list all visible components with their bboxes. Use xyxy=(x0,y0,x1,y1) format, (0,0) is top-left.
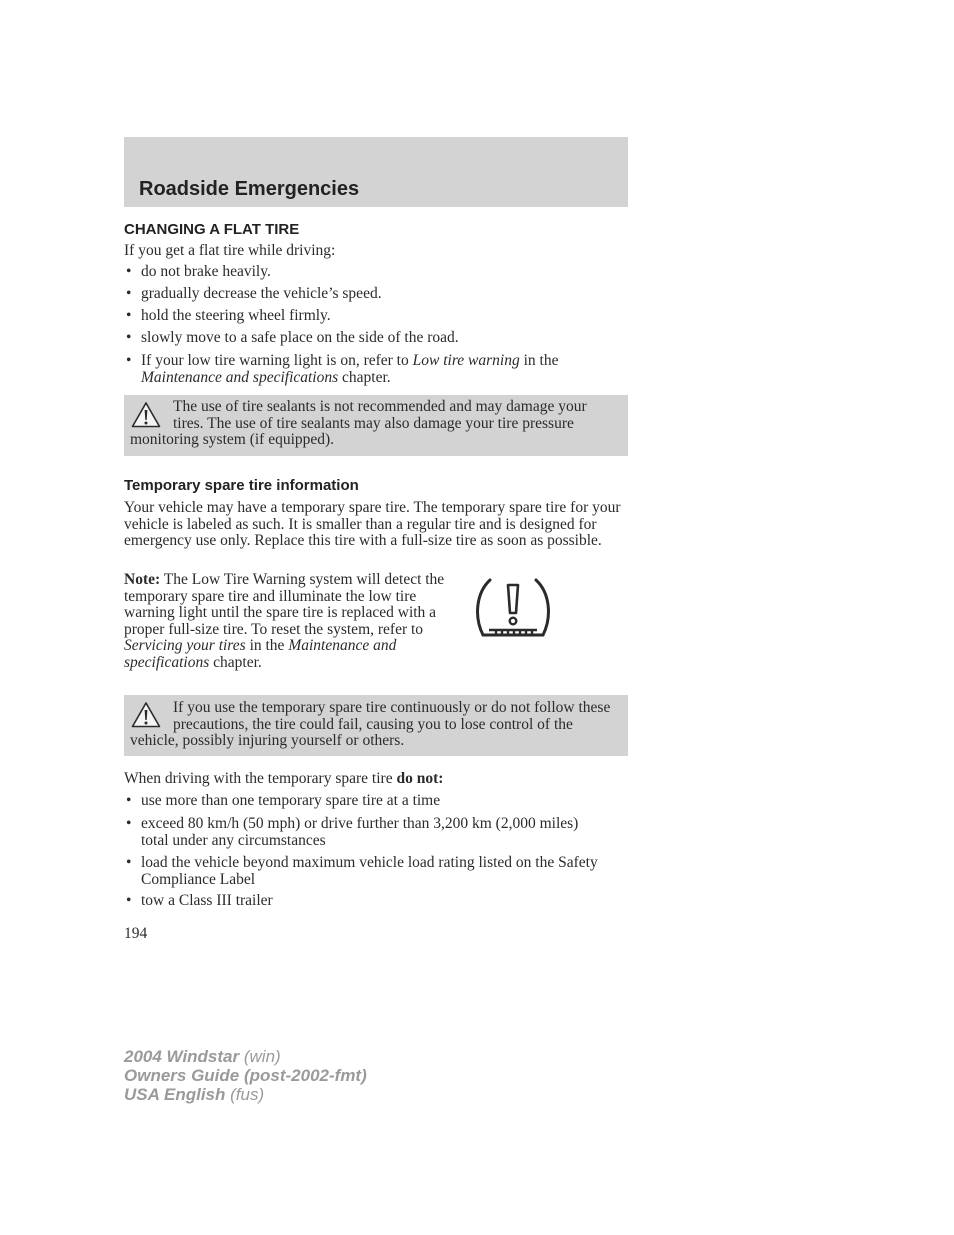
text-run: chapter. xyxy=(338,368,391,386)
footer-line xyxy=(124,1085,367,1104)
footer-line xyxy=(124,1047,367,1066)
warning-text xyxy=(130,399,620,449)
bullet-dot: • xyxy=(126,285,132,302)
text-run: When driving with the temporary spare tire xyxy=(124,770,397,787)
section-header-band xyxy=(124,137,628,207)
document-footer xyxy=(124,1047,367,1104)
list-item-text xyxy=(141,353,624,386)
text-run: If your low tire warning light is on, refer to xyxy=(141,352,413,369)
driving-intro xyxy=(124,771,628,788)
low-tire-pressure-icon xyxy=(468,575,558,645)
list-item-text: hold the steering wheel firmly. xyxy=(141,307,331,324)
footer-code: (win) xyxy=(239,1047,281,1066)
bullet-dot: • xyxy=(126,329,132,346)
do-not-emphasis: do not: xyxy=(396,770,444,787)
list-item-text: do not brake heavily. xyxy=(141,263,271,280)
text-run: If you use the temporary spare tire continuously or do not follow these precautions, the tire could fail, causing you to lose control of the vehicle, possibly injuring yourself or others. xyxy=(130,699,611,749)
reference-servicing-tires: Servicing your tires xyxy=(124,637,246,654)
warning-box-sealants xyxy=(124,395,628,456)
text-run: The use of tire sealants is not recommended and may damage your tires. The use of tire sealants may also damage your tire pressure monitoring system (if equipped). xyxy=(130,398,587,448)
bullet-dot: • xyxy=(126,792,132,809)
section-title: Roadside Emergencies xyxy=(139,178,360,200)
page-number: 194 xyxy=(124,925,148,942)
bullet-dot: • xyxy=(126,263,132,280)
footer-code: (fus) xyxy=(225,1085,265,1104)
heading-temporary-spare: Temporary spare tire information xyxy=(124,477,359,494)
list-item-text: slowly move to a safe place on the side of the road. xyxy=(141,329,459,346)
bullet-dot: • xyxy=(126,352,132,369)
list-item-text: load the vehicle beyond maximum vehicle load rating listed on the Safety Compliance Label xyxy=(141,854,598,888)
footer-language: USA English xyxy=(124,1085,226,1104)
reference-chapter: Maintenance and specifications xyxy=(124,637,397,671)
note-label: Note: xyxy=(124,571,161,588)
bullet-dot: • xyxy=(126,892,132,909)
bullet-dot: • xyxy=(126,815,132,832)
bullet-dot: • xyxy=(126,307,132,324)
heading-changing-flat-tire: CHANGING A FLAT TIRE xyxy=(124,221,300,238)
reference-low-tire-warning: Low tire warning xyxy=(412,352,520,369)
bullet-dot: • xyxy=(126,854,132,871)
text-run: in the xyxy=(519,352,559,369)
spare-paragraph: Your vehicle may have a temporary spare tire. The temporary spare tire for your vehicle is labeled as such. It is smaller than a regular tire and is designed for emergency use only. Replace this tire with a full-size tire as soon as possible. xyxy=(124,499,621,549)
text-run: in the xyxy=(245,637,289,654)
text-run: chapter. xyxy=(209,653,262,671)
list-item-text: tow a Class III trailer xyxy=(141,892,273,909)
footer-line xyxy=(124,1066,367,1085)
footer-model: 2004 Windstar xyxy=(124,1047,240,1066)
text-run: The Low Tire Warning system will detect the temporary spare tire and illuminate the low tire warning light until the spare tire is replaced with a proper full-size tire. To reset the system, refer to xyxy=(124,571,445,638)
list-item-text: use more than one temporary spare tire at a time xyxy=(141,792,441,809)
warning-box-spare-tire xyxy=(124,695,628,756)
footer-guide: Owners Guide (post-2002-fmt) xyxy=(124,1066,367,1085)
list-item-text: exceed 80 km/h (50 mph) or drive further than 3,200 km (2,000 miles) total under any circumstances xyxy=(141,815,579,849)
flat-tire-intro: If you get a flat tire while driving: xyxy=(124,242,336,259)
note-paragraph xyxy=(124,572,628,671)
warning-text xyxy=(130,700,620,750)
list-item-text: gradually decrease the vehicle’s speed. xyxy=(141,285,382,302)
reference-chapter: Maintenance and specifications xyxy=(141,368,339,386)
